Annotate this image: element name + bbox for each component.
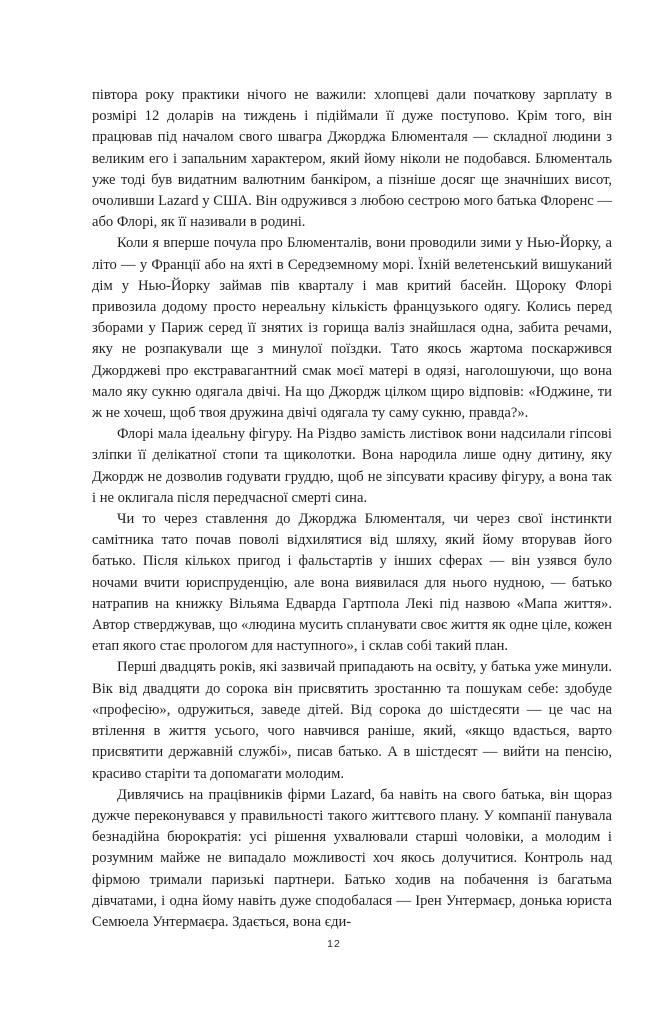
page-number: 12	[327, 938, 341, 950]
paragraph: Перші двадцять років, які зазвичай припадають на освіту, у батька уже минули. Вік від двадцяти до сорока він присвятить зростанню та пошукам себе: здобуде «професію», одружиться, заведе дітей. Від сорока до шістдесяти — це час на втілення в життя усього, чого навчився раніше, який, «якщо вдасться, варто присвятити державній службі», писав батько. А в шістдесят — вийти на пенсію, красиво старіти та допомагати молодим.	[92, 659, 612, 782]
paragraph: півтора року практики нічого не важили: хлопцеві дали початкову зарплату в розмірі 12 доларів на тиждень і підіймали її дуже поступово. Крім того, він працював під началом свого швагра Джорджа Блюменталя — складної людини з великим его і запальним характером, який йому ніколи не подобався. Блюменталь уже тоді був видатним валютним банкіром, а пізніше досяг ще значніших висот, очоливши Lazard у США. Він одружився з любою сестрою мого батька Флоренс — або Флорі, як її називали в родині.	[92, 87, 612, 231]
page-body	[92, 85, 612, 933]
paragraph: Дивлячись на працівників фірми Lazard, ба навіть на свого батька, він щораз дужче переконувався у правильності такого життєвого плану. У компанії панувала безнадійна бюрократія: усі рішення ухвалювали старші чоловіки, а молодим і розумним майже не випадало можливості хоч якось долучитися. Контроль над фірмою тримали паризькі партнери. Батько ходив на побачення із багатьма дівчатами, і одна йому навіть дуже сподобалася — Ірен Унтермаєр, донька юриста Семюела Унтермаєра. Здається, вона єди-	[92, 786, 612, 930]
paragraph: Флорі мала ідеальну фігуру. На Різдво замість листівок вони надсилали гіпсові зліпки її делікатної стопи та щиколотки. Вона народила лише одну дитину, яку Джордж не дозволив годувати груддю, щоб не зіпсувати красиву фігуру, а вона так і не оклигала після передчасної смерті сина.	[92, 426, 612, 506]
paragraph: Коли я вперше почула про Блюменталів, вони проводили зими у Нью-Йорку, а літо — у Франції або на яхті в Середземному морі. Їхній велетенський вишуканий дім у Нью-Йорку займав пів кварталу і мав критий басейн. Щороку Флорі привозила додому просто нереальну кількість французького одягу. Колись перед зборами у Париж серед її знятих із горища валіз знайшлася одна, забита речами, яку не розпакували ще з минулої поїздки. Тато якось жартома поскаржився Джорджеві про екстравагантний смак моєї матері в одязі, наголошуючи, що вона мало яку сукню одягала двічі. На що Джордж цілком щиро відповів: «Юджине, ти ж не хочеш, щоб твоя дружина двічі одягала ту саму сукню, правда?».	[92, 235, 612, 422]
paragraph: Чи то через ставлення до Джорджа Блюменталя, чи через свої інстинкти самітника тато почав поволі відхилятися від шляху, який йому вторував його батько. Після кількох пригод і фальстартів у інших сферах — він узявся було ночами вчити юриспруденцію, але вона виявилася для нього нудною, — батько натрапив на книжку Вільяма Едварда Гартпола Лекі під назвою «Мапа життя». Автор стверджував, що «людина мусить спланувати своє життя як одне ціле, кожен етап якого стає прологом для наступного», і склав собі такий план.	[92, 511, 612, 655]
